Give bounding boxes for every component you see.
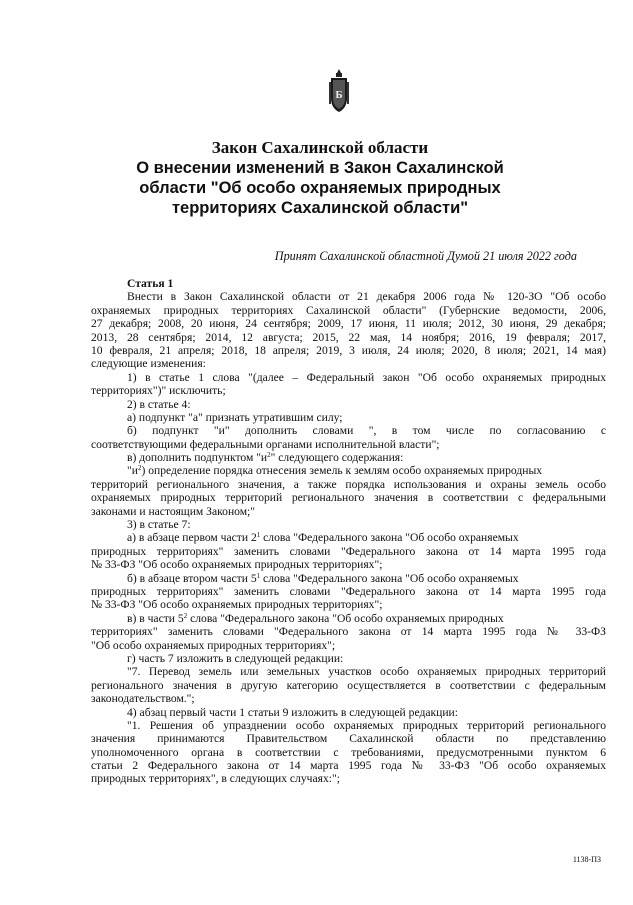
paragraph-line: территорий регионального значения, а также порядка использования и охраны земель особо xyxy=(91,477,606,491)
paragraph-line: законами и настоящим Законом;" xyxy=(91,504,256,518)
paragraph-line: охраняемых природных территориях Сахалинской области" (Губернские ведомости, 2006, xyxy=(91,303,606,317)
law-body xyxy=(91,277,606,786)
paragraph-line: в) дополнить подпунктом "$и^2$" следующего содержания: xyxy=(127,451,404,465)
paragraph-line: "$и^2$) определение порядка отнесения земель к землям особо охраняемых природных xyxy=(127,464,543,478)
paragraph-line: охраняемых природных территорий регионального значения в соответствии с федеральными xyxy=(91,491,606,505)
paragraph-line: регионального значения в другую категорию осуществляется в соответствии с федеральным xyxy=(91,678,606,692)
law-subtitle-line-1: О внесении изменений в Закон Сахалинской xyxy=(136,159,504,177)
emblem-letter: Б xyxy=(335,89,343,101)
paragraph-line: а) подпункт "а" признать утратившим силу; xyxy=(127,410,343,424)
paragraph-line: природных территориях" заменить словами "Федерального закона от 14 марта 1995 года xyxy=(91,544,606,558)
paragraph-line: 4) абзац первый части 1 статьи 9 изложить в следующей редакции: xyxy=(127,705,458,719)
paragraph-line: природных территориях", в следующих случаях:"; xyxy=(91,772,340,786)
paragraph-line: следующие изменения: xyxy=(91,357,206,371)
paragraph-line: 2013, 28 сентября; 2014, 12 августа; 2015, 22 мая, 14 ноября; 2016, 19 февраля; 2017, xyxy=(91,330,606,344)
law-subtitle-line-2: области "Об особо охраняемых природных xyxy=(139,179,501,197)
paragraph-line: г) часть 7 изложить в следующей редакции: xyxy=(127,651,344,665)
paragraph-line: законодательством."; xyxy=(91,692,195,706)
adoption-note: Принят Сахалинской областной Думой 21 июля 2022 года xyxy=(274,249,577,263)
article-heading: Статья 1 xyxy=(127,277,174,290)
paragraph-line: соответствующими федеральными органами исполнительной власти"; xyxy=(91,437,440,451)
paragraph-line: значения принимаются Правительством Сахалинской области по представлению xyxy=(91,732,606,746)
paragraph-line: б) в абзаце втором части $5^1$ слова "Федерального закона "Об особо охраняемых xyxy=(127,571,519,585)
paragraph-line: "Об особо охраняемых природных территориях"; xyxy=(91,638,336,652)
paragraph-line: статьи 2 Федерального закона от 14 марта 1995 года № 33-ФЗ "Об особо охраняемых xyxy=(91,759,606,773)
paragraph-line: 27 декабря; 2008, 20 июня, 24 сентября; 2009, 17 июня, 11 июля; 2012, 30 июня, 29 декабря; xyxy=(91,317,606,331)
paragraph-line: природных территориях" заменить словами "Федерального закона от 14 марта 1995 года xyxy=(91,584,606,598)
paragraph-line: уполномоченного органа в соответствии с требованиями, предусмотренными пунктом 6 xyxy=(91,745,606,759)
paragraph-line: в) в части $5^2$ слова "Федерального закона "Об особо охраняемых природных xyxy=(127,611,504,625)
paragraph-line: б) подпункт "и" дополнить словами ", в том числе по согласованию с xyxy=(127,424,606,438)
paragraph-line: Внести в Закон Сахалинской области от 21 декабря 2006 года № 120-ЗО "Об особо xyxy=(127,290,606,304)
document-code: 1138-ПЗ xyxy=(572,855,601,864)
law-title: Закон Сахалинской области xyxy=(211,138,429,157)
paragraph-line: 1) в статье 1 слова "(далее – Федеральный закон "Об особо охраняемых природных xyxy=(127,370,606,384)
paragraph-line: "7. Перевод земель или земельных участков особо охраняемых природных территорий xyxy=(127,665,606,679)
paragraph-line: № 33-ФЗ "Об особо охраняемых природных территориях"; xyxy=(91,558,383,572)
law-subtitle-line-3: территориях Сахалинской области" xyxy=(171,199,469,217)
coat-of-arms-icon xyxy=(327,68,351,114)
paragraph-line: а) в абзаце первом части $2^1$ слова "Федерального закона "Об особо охраняемых xyxy=(127,531,519,545)
paragraph-line: территориях" заменить словами "Федерального закона от 14 марта 1995 года № 33-ФЗ xyxy=(91,625,606,639)
paragraph-line: территориях")" исключить; xyxy=(91,384,226,398)
paragraph-line: 10 февраля, 21 апреля; 2018, 18 апреля; 2019, 3 июля, 24 июля; 2020, 8 июля; 2021, 14 мая) xyxy=(91,343,606,357)
paragraph-line: 2) в статье 4: xyxy=(127,397,191,411)
paragraph-line: 3) в статье 7: xyxy=(127,518,191,532)
paragraph-line: № 33-ФЗ "Об особо охраняемых природных территориях"; xyxy=(91,598,383,612)
paragraph-line: "1. Решения об упразднении особо охраняемых природных территорий регионального xyxy=(127,718,606,732)
